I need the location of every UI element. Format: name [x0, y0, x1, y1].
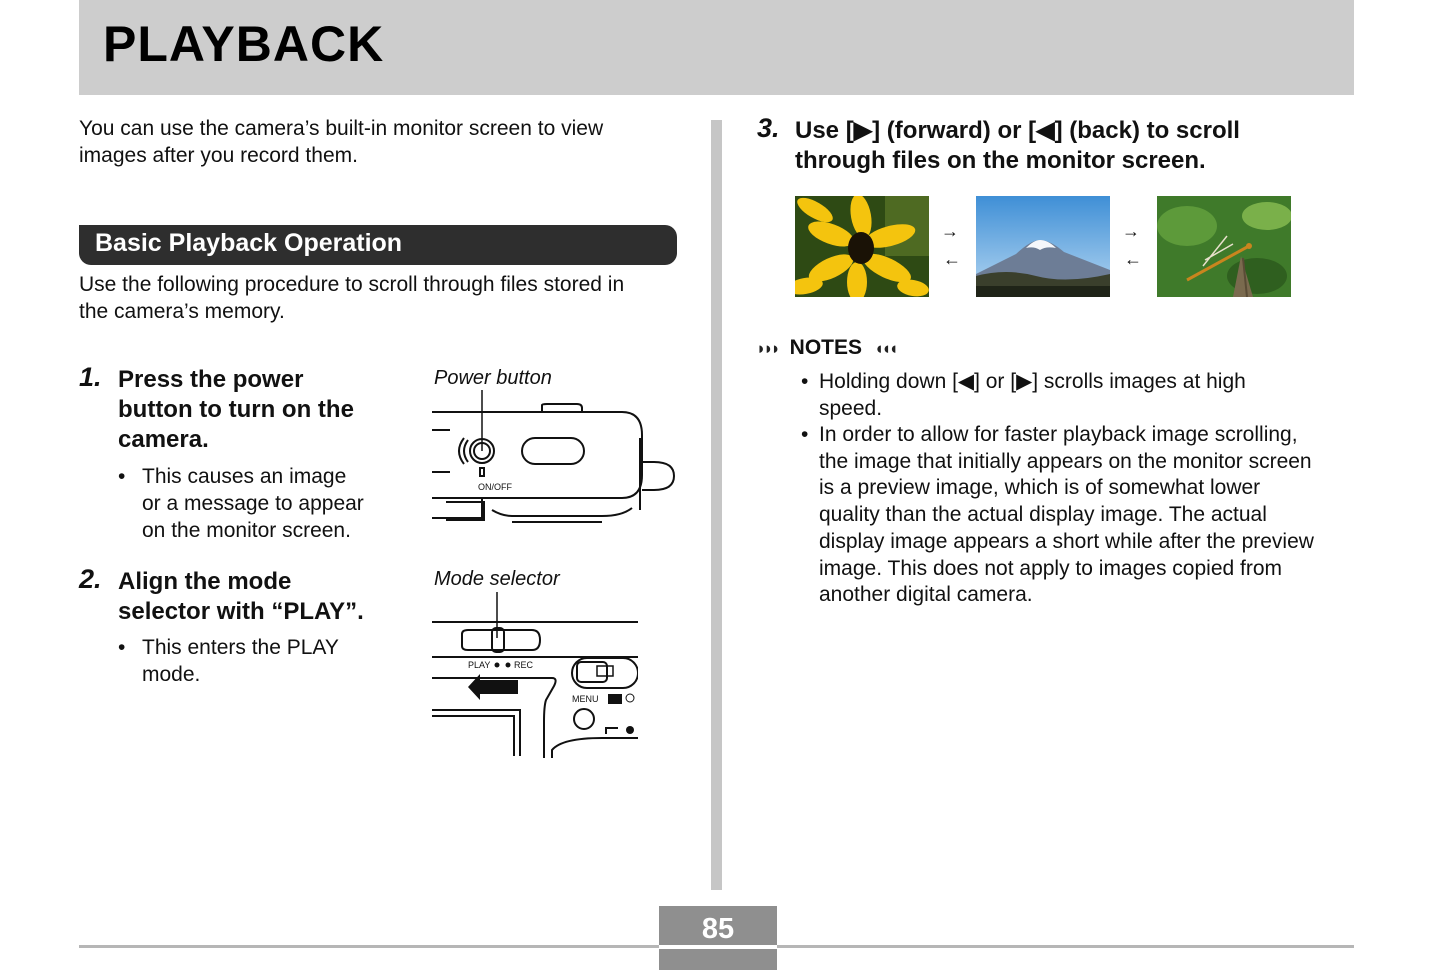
note-2-line-6: image. This does not apply to images copied from: [819, 556, 1283, 580]
mode-selector-caption: Mode selector: [434, 568, 560, 590]
back-arrow-1: ←: [943, 249, 961, 269]
page-title: PLAYBACK: [103, 16, 385, 72]
step-2-heading-line-2: selector with “PLAY”.: [118, 598, 364, 625]
sunflower-photo: [795, 196, 929, 297]
title-bar: [79, 0, 1354, 95]
section-desc-line-2: the camera’s memory.: [79, 300, 285, 323]
bullet-dot: •: [118, 465, 126, 488]
section-desc-line-1: Use the following procedure to scroll through files stored in: [79, 273, 625, 296]
step-2-bullet-line-2: mode.: [142, 663, 201, 686]
menu-label: MENU: [572, 694, 599, 704]
step-2-bullet: [118, 634, 339, 688]
intro-line-2: images after you record them.: [79, 144, 358, 167]
notes-left-ornament-icon: ◗◗◗: [756, 339, 778, 358]
note-item-2: [801, 422, 1314, 609]
step-2-heading-line-1: Align the mode: [118, 568, 292, 595]
note-2-line-3: is a preview image, which is of somewhat lower: [819, 476, 1261, 500]
step-1-heading-line-3: camera.: [118, 426, 209, 453]
power-button-caption: Power button: [434, 367, 552, 389]
page-tab-gap: [659, 945, 777, 949]
forward-arrow-1: →: [941, 221, 959, 241]
notes-right-ornament-icon: ◖◖◖: [873, 339, 896, 358]
back-arrow-2: ←: [1124, 249, 1142, 269]
notes-label: NOTES: [789, 336, 862, 359]
section-heading-bar: [79, 225, 677, 265]
note-2-line-1: In order to allow for faster playback image scrolling,: [819, 423, 1298, 446]
step-3-heading-line-1: Use [▶] (forward) or [◀] (back) to scroll: [795, 117, 1240, 144]
bullet-dot: •: [118, 636, 126, 659]
step-1-bullet-line-2: or a message to appear: [142, 492, 364, 515]
note-1-line-1: Holding down [◀] or [▶] scrolls images at high: [819, 370, 1246, 393]
mode-selector-illustration: [432, 592, 638, 760]
step-1-heading-line-1: Press the power: [118, 366, 304, 393]
forward-arrow-2: →: [1122, 221, 1140, 241]
step-1-number: 1.: [79, 362, 102, 392]
note-1-line-2: speed.: [819, 396, 883, 420]
step-3-number: 3.: [757, 113, 780, 143]
bullet-dot: •: [801, 370, 809, 393]
page-number-tab: [659, 906, 777, 970]
onoff-label: ON/OFF: [478, 482, 512, 492]
rec-label: REC: [514, 660, 534, 670]
play-label: PLAY: [468, 660, 491, 670]
intro-line-1: You can use the camera’s built-in monitor screen to view: [79, 117, 604, 140]
note-2-line-4: quality than the actual display image. The actual: [819, 503, 1267, 527]
note-2-line-2: the image that initially appears on the monitor screen: [819, 449, 1312, 473]
page-number: 85: [701, 913, 735, 945]
step-1-bullet-line-3: on the monitor screen.: [142, 519, 351, 542]
mountain-photo: [976, 196, 1110, 297]
step-1-bullet-line-1: This causes an image: [142, 465, 347, 488]
note-2-line-7: another digital camera.: [819, 583, 1033, 607]
note-item-1: [801, 369, 1246, 422]
step-2-number: 2.: [79, 564, 102, 594]
step-3-heading-line-2: through files on the monitor screen.: [795, 147, 1206, 174]
column-divider: [711, 120, 722, 890]
section-heading: Basic Playback Operation: [95, 229, 403, 257]
notes-heading: [756, 336, 896, 360]
step-1-heading-line-2: button to turn on the: [118, 396, 354, 423]
dragonfly-photo: [1157, 196, 1291, 297]
bullet-dot: •: [801, 423, 809, 446]
power-button-illustration: [432, 390, 677, 530]
step-2-bullet-line-1: This enters the PLAY: [142, 636, 339, 659]
note-2-line-5: display image appears a short while after the preview: [819, 529, 1314, 553]
step-1-bullet: [118, 463, 364, 544]
